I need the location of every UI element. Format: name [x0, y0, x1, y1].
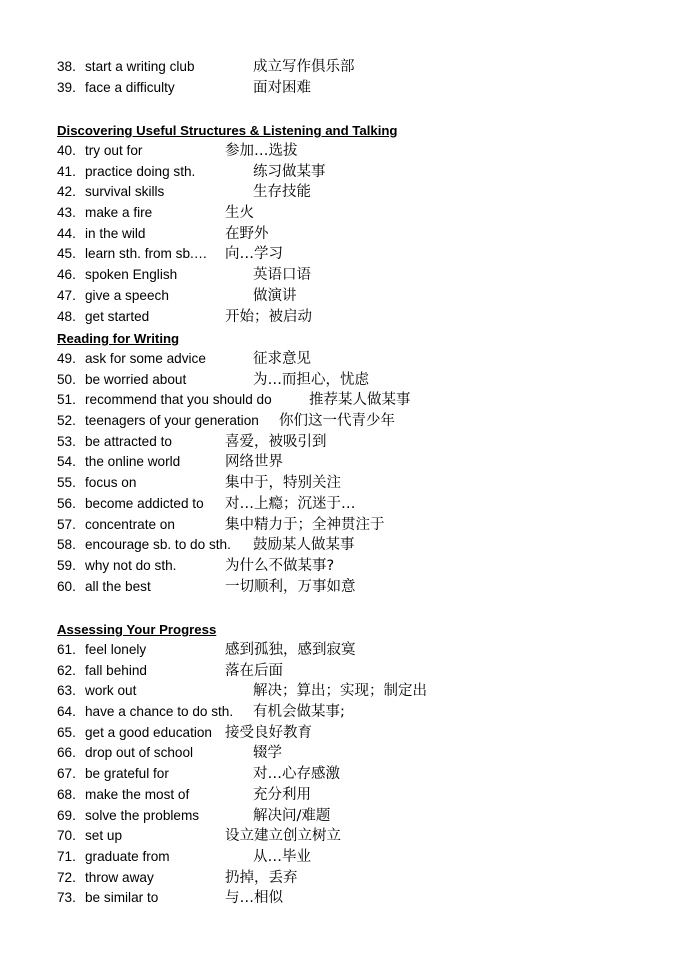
item-number: 62.: [57, 662, 76, 678]
item-english: work out: [85, 683, 137, 699]
item-chinese: 生存技能: [253, 184, 311, 201]
list-item: [57, 702, 657, 723]
item-chinese: 开始；被启动: [225, 308, 312, 325]
list-item: [57, 847, 657, 868]
item-number: 58.: [57, 537, 76, 553]
item-number: 72.: [57, 869, 76, 885]
item-english: be attracted to: [85, 433, 172, 449]
item-english: make the most of: [85, 786, 190, 802]
item-chinese: 鼓励某人做某事: [253, 537, 355, 554]
list-item: [57, 764, 657, 785]
item-english: make a fire: [85, 205, 153, 221]
section-intro: [57, 57, 657, 98]
item-number: 70.: [57, 828, 76, 844]
list-item: [57, 78, 657, 99]
item-chinese: 做演讲: [253, 287, 297, 304]
item-chinese: 你们这一代青少年: [279, 413, 395, 430]
item-chinese: 网络世界: [225, 454, 283, 471]
list-item: [57, 661, 657, 682]
item-chinese: 落在后面: [225, 662, 283, 679]
item-number: 59.: [57, 557, 76, 573]
item-english: graduate from: [85, 848, 170, 864]
item-english: feel lonely: [85, 642, 147, 657]
item-chinese: 征求意见: [253, 351, 311, 367]
item-english: survival skills: [85, 184, 165, 200]
item-number: 65.: [57, 724, 76, 740]
item-chinese: 面对困难: [253, 79, 311, 96]
section-heading: Assessing Your Progress: [57, 622, 217, 637]
item-chinese: 为什么不做某事?: [225, 557, 335, 574]
list-item: [57, 515, 657, 536]
item-number: 53.: [57, 433, 76, 449]
list-item: [57, 182, 657, 203]
item-number: 49.: [57, 351, 76, 366]
item-english: the online world: [85, 454, 181, 470]
list-item: [57, 265, 657, 286]
item-number: 66.: [57, 745, 76, 761]
item-english: have a chance to do sth.: [85, 704, 234, 720]
item-english: become addicted to: [85, 495, 204, 511]
item-number: 48.: [57, 308, 76, 324]
list-item: [57, 349, 657, 370]
section-assessing-progress: [57, 619, 657, 909]
section-discovering: [57, 120, 657, 327]
item-number: 46.: [57, 267, 76, 283]
list-item: [57, 577, 657, 598]
item-english: teenagers of your generation: [85, 413, 259, 429]
item-chinese: 参加…选拔: [225, 143, 298, 159]
item-chinese: 与…相似: [225, 890, 283, 907]
item-english: throw away: [85, 869, 154, 885]
list-item: [57, 390, 657, 411]
list-item: [57, 806, 657, 827]
item-chinese: 英语口语: [253, 267, 311, 284]
item-english: be similar to: [85, 890, 159, 906]
item-english: why not do sth.: [85, 557, 177, 573]
item-number: 71.: [57, 848, 76, 864]
item-english: get started: [85, 308, 150, 324]
list-item: [57, 244, 657, 265]
item-chinese: 喜爱，被吸引到: [225, 433, 327, 450]
item-english: encourage sb. to do sth.: [85, 537, 231, 553]
item-english: recommend that you should do: [85, 392, 272, 408]
item-number: 50.: [57, 371, 76, 387]
item-english: fall behind: [85, 662, 147, 678]
list-item: [57, 370, 657, 391]
item-chinese: 在野外: [225, 225, 269, 242]
item-english: be grateful for: [85, 766, 169, 782]
list-item: [57, 141, 657, 162]
list-item: [57, 411, 657, 432]
list-item: [57, 494, 657, 515]
item-chinese: 为…而担心，忧虑: [253, 371, 369, 388]
item-english: learn sth. from sb.…: [85, 246, 208, 262]
item-english: try out for: [85, 143, 143, 158]
item-number: 52.: [57, 413, 76, 429]
item-number: 54.: [57, 454, 76, 470]
item-english: get a good education: [85, 724, 212, 740]
item-chinese: 解决；算出；实现；制定出: [253, 683, 427, 700]
list-item: [57, 307, 657, 328]
section-heading: Discovering Useful Structures & Listening and Talking: [57, 123, 398, 138]
item-english: set up: [85, 828, 123, 844]
item-english: concentrate on: [85, 516, 175, 532]
list-item: [57, 57, 657, 78]
item-english: start a writing club: [85, 59, 195, 74]
item-chinese: 接受良好教育: [225, 724, 312, 741]
item-number: 41.: [57, 163, 76, 179]
item-number: 57.: [57, 516, 76, 532]
item-chinese: 有机会做某事;: [253, 704, 345, 721]
item-chinese: 扔掉，丢弃: [225, 869, 298, 886]
section-reading-for-writing: [57, 328, 657, 597]
item-number: 47.: [57, 287, 76, 303]
item-chinese: 推荐某人做某事: [309, 392, 411, 409]
item-number: 39.: [57, 79, 76, 95]
item-number: 60.: [57, 578, 76, 594]
item-chinese: 辍学: [253, 745, 282, 762]
item-english: in the wild: [85, 225, 146, 241]
item-chinese: 设立建立创立树立: [225, 828, 341, 845]
item-english: be worried about: [85, 371, 187, 387]
item-english: ask for some advice: [85, 351, 206, 366]
item-english: give a speech: [85, 287, 169, 303]
item-number: 69.: [57, 807, 76, 823]
list-item: [57, 640, 657, 661]
list-item: [57, 785, 657, 806]
list-item: [57, 224, 657, 245]
item-number: 61.: [57, 642, 76, 657]
item-english: face a difficulty: [85, 79, 175, 95]
item-number: 68.: [57, 786, 76, 802]
section-heading: Reading for Writing: [57, 331, 180, 346]
item-number: 55.: [57, 475, 76, 491]
item-number: 63.: [57, 683, 76, 699]
item-english: all the best: [85, 578, 151, 594]
item-number: 44.: [57, 225, 76, 241]
list-item: [57, 556, 657, 577]
list-item: [57, 162, 657, 183]
item-chinese: 向…学习: [225, 246, 283, 263]
item-chinese: 解决问/难题: [253, 807, 331, 824]
item-number: 67.: [57, 766, 76, 782]
item-chinese: 练习做某事: [253, 163, 326, 180]
item-chinese: 充分利用: [253, 786, 311, 803]
item-chinese: 从…毕业: [253, 848, 311, 865]
item-chinese: 生火: [225, 205, 254, 222]
item-number: 56.: [57, 495, 76, 511]
list-item: [57, 888, 657, 909]
item-chinese: 对…心存感激: [253, 766, 340, 783]
item-number: 51.: [57, 392, 76, 408]
item-number: 45.: [57, 246, 76, 262]
item-chinese: 对…上瘾；沉迷于…: [225, 495, 356, 512]
item-chinese: 一切顺利，万事如意: [225, 578, 356, 595]
item-chinese: 集中精力于；全神贯注于: [225, 516, 385, 533]
item-chinese: 成立写作俱乐部: [253, 59, 355, 75]
item-number: 64.: [57, 704, 76, 720]
item-number: 40.: [57, 143, 76, 158]
list-item: [57, 535, 657, 556]
list-item: [57, 681, 657, 702]
item-english: drop out of school: [85, 745, 194, 761]
list-item: [57, 452, 657, 473]
list-item: [57, 203, 657, 224]
list-item: [57, 473, 657, 494]
item-number: 38.: [57, 59, 76, 74]
list-item: [57, 286, 657, 307]
item-english: practice doing sth.: [85, 163, 196, 179]
item-chinese: 集中于，特别关注: [225, 475, 341, 492]
item-number: 43.: [57, 205, 76, 221]
list-item: [57, 723, 657, 744]
item-chinese: 感到孤独，感到寂寞: [225, 642, 356, 658]
list-item: [57, 432, 657, 453]
item-english: solve the problems: [85, 807, 200, 823]
item-number: 42.: [57, 184, 76, 200]
item-english: spoken English: [85, 267, 178, 283]
list-item: [57, 826, 657, 847]
item-number: 73.: [57, 890, 76, 906]
list-item: [57, 868, 657, 889]
item-english: focus on: [85, 475, 137, 491]
list-item: [57, 743, 657, 764]
